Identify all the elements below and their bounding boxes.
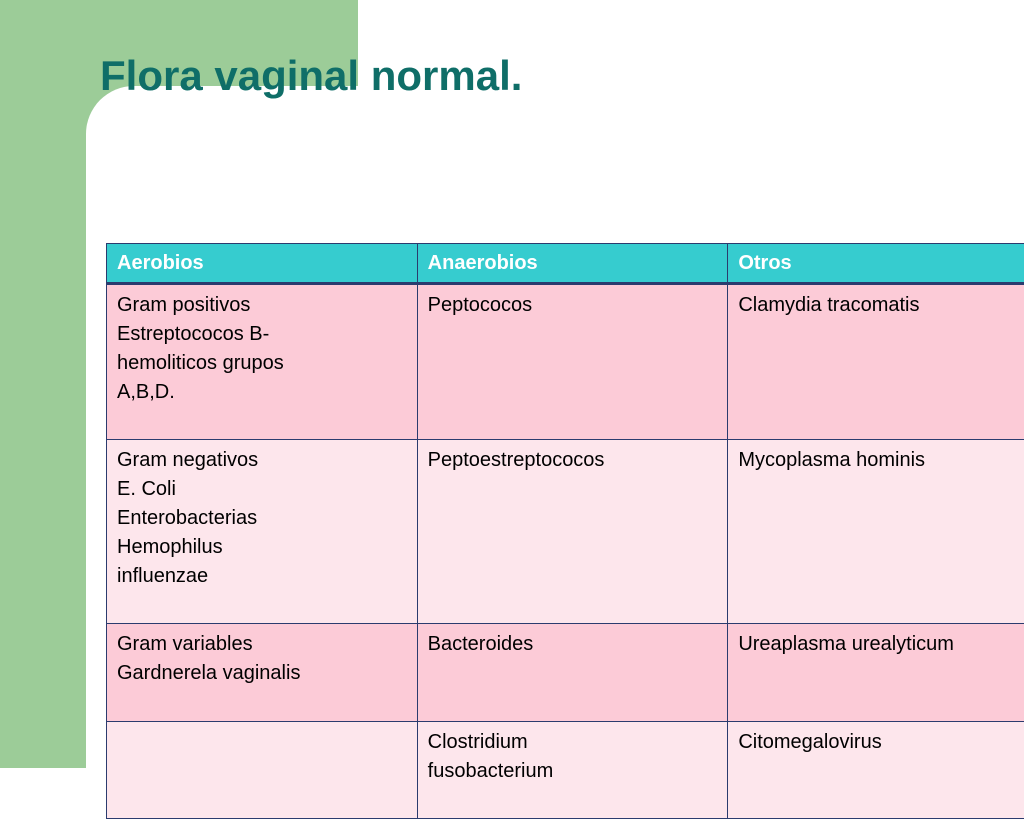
cell-aerobios-empty xyxy=(107,722,418,819)
cell-line: Peptoestreptococos xyxy=(428,446,718,475)
cell-aerobios xyxy=(107,284,418,440)
cell-line: Hemophilus xyxy=(117,533,407,562)
cell-line: E. Coli xyxy=(117,475,407,504)
cell-line: Mycoplasma hominis xyxy=(738,446,1024,475)
cell-line: hemoliticos grupos xyxy=(117,349,407,378)
header-anaerobios: Anaerobios xyxy=(417,244,728,284)
cell-anaerobios xyxy=(417,722,728,819)
cell-otros xyxy=(728,440,1024,624)
cell-line: Gardnerela vaginalis xyxy=(117,659,407,688)
cell-line: Estreptococos B- xyxy=(117,320,407,349)
cell-line: Bacteroides xyxy=(428,630,718,659)
table-header-row xyxy=(107,244,1024,284)
cell-line: A,B,D. xyxy=(117,378,407,407)
cell-aerobios xyxy=(107,624,418,722)
cell-aerobios xyxy=(107,440,418,624)
table-row xyxy=(107,284,1024,440)
slide-title: Flora vaginal normal. xyxy=(100,50,522,102)
cell-anaerobios xyxy=(417,284,728,440)
cell-line: Gram positivos xyxy=(117,291,407,320)
cell-otros xyxy=(728,624,1024,722)
cell-line: influenzae xyxy=(117,562,407,591)
table-row xyxy=(107,440,1024,624)
cell-line: Clostridium xyxy=(428,728,718,757)
cell-line: Ureaplasma urealyticum xyxy=(738,630,1024,659)
content-panel xyxy=(86,86,1024,786)
cell-otros xyxy=(728,284,1024,440)
table-row xyxy=(107,624,1024,722)
cell-anaerobios xyxy=(417,440,728,624)
cell-line: Gram negativos xyxy=(117,446,407,475)
cell-line: Clamydia tracomatis xyxy=(738,291,1024,320)
header-aerobios: Aerobios xyxy=(107,244,418,284)
cell-line: fusobacterium xyxy=(428,757,718,786)
cell-anaerobios xyxy=(417,624,728,722)
flora-table xyxy=(106,243,1024,819)
cell-line: Gram variables xyxy=(117,630,407,659)
table-row xyxy=(107,722,1024,819)
cell-otros xyxy=(728,722,1024,819)
cell-line: Peptococos xyxy=(428,291,718,320)
cell-line: Enterobacterias xyxy=(117,504,407,533)
cell-line: Citomegalovirus xyxy=(738,728,1024,757)
header-otros: Otros xyxy=(728,244,1024,284)
